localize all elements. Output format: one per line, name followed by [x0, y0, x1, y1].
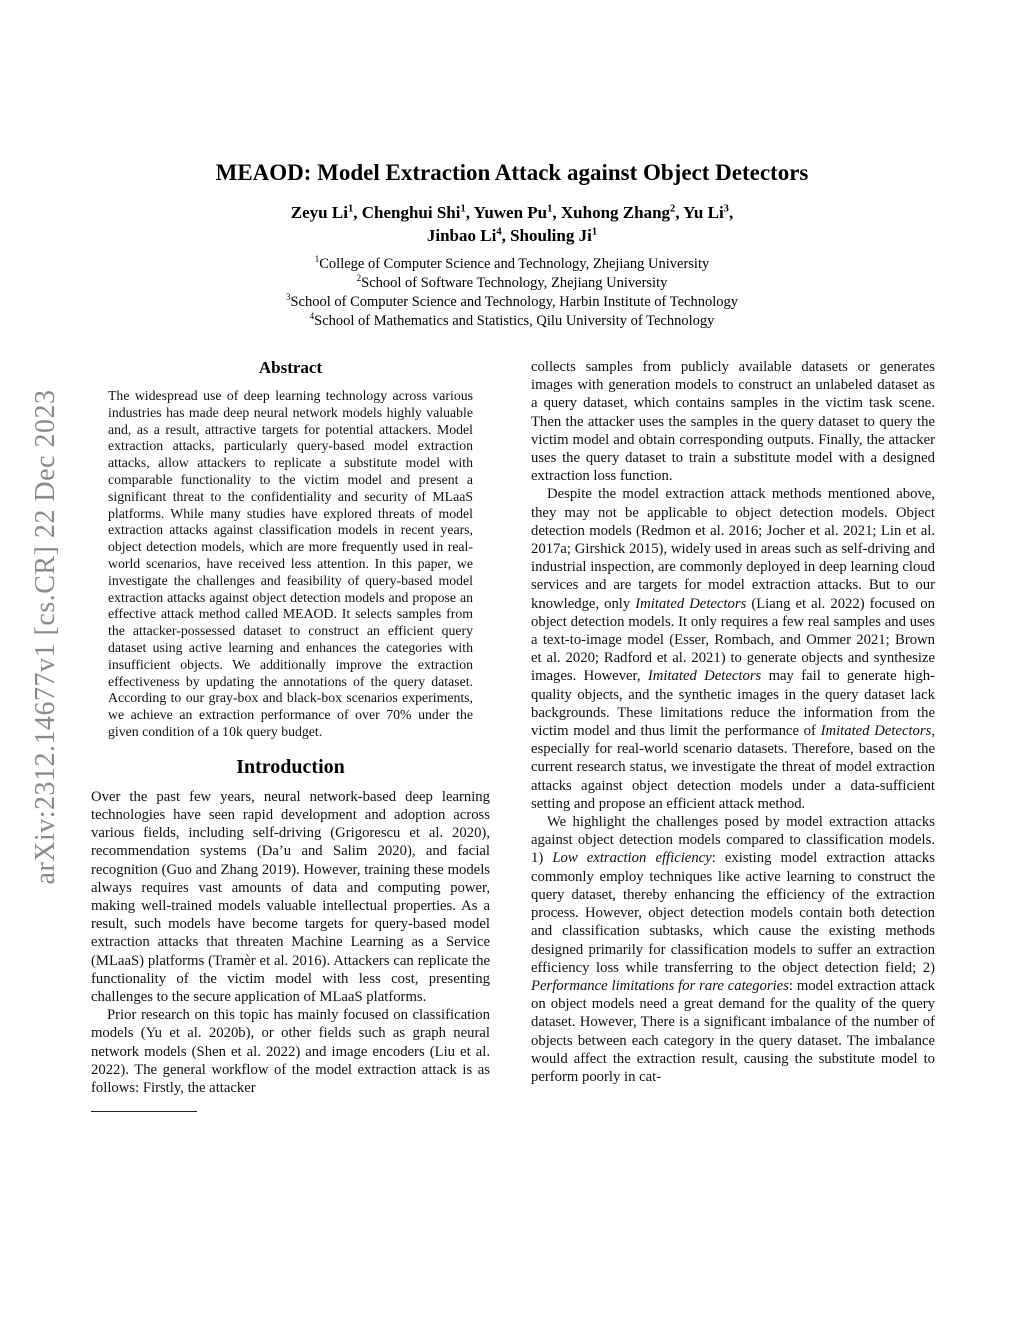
text-run: (Liang et al. 2022) focused on object detection models. It only requires a few real samples and uses a text-to-image model (Esser, Rombach, and Ommer 2021; Brown et al. 2020; Radford et al. 2021) to generate objects and synthesize images. However, [531, 595, 935, 685]
author-affiliation-mark: 1 [591, 226, 598, 238]
arxiv-watermark: arXiv:2312.14677v1 [cs.CR] 22 Dec 2023 [30, 389, 61, 885]
text-run: may fail to generate high-quality objects, and the synthetic images in the query dataset lack backgrounds. These limitations reduce the information from the victim model and thus limit the performance of [531, 668, 935, 740]
affiliation-mark: 3 [285, 292, 291, 303]
author-name: Zeyu Li [290, 203, 348, 222]
author-affiliation-mark: 2 [670, 203, 676, 215]
abstract-heading: Abstract [258, 358, 323, 377]
author-affiliation-mark: 1 [347, 203, 354, 215]
affiliation-mark: 1 [314, 254, 320, 265]
introduction-paragraph-1: Over the past few years, neural network-based deep learning technologies have seen rapid development and adoption across various fields, including self-driving (Grigorescu et al. 2020), recommendation systems (Da’u and Salim 2020), and facial recognition (Guo and Zhang 2019). However, training these models always requires vast amounts of data and computing power, making well-trained models valuable intellectual properties. As a result, such models have become targets for query-based model extraction attacks that threaten Machine Learning as a Service (MLaaS) platforms (Tramèr et al. 2016). Attackers can replicate the functionality of the victim model with less cost, presenting challenges to the secure application of MLaaS platforms. [91, 788, 490, 1005]
affiliation-line [0, 274, 1024, 293]
author-name: , Chenghui Shi [353, 203, 461, 222]
italic-term: Performance limitations for rare categories [531, 977, 789, 994]
text-run: : existing model extraction attacks commonly employ techniques like active learning to construct the query dataset, thereby enhancing the efficiency of the extraction process. However, object detection models contain both detection and classification subtasks, which cause the existing methods designed primarily for classification models to suffer an extraction efficiency loss while transferring to the object detection field; 2) [531, 850, 935, 976]
affiliation-block [0, 255, 1024, 331]
text-run: We highlight the challenges posed by model extraction attacks against object detection models compared to classification models. 1) [531, 814, 935, 867]
footnote-separator-rule [91, 1111, 197, 1112]
affiliation-line [0, 293, 1024, 312]
italic-term: Imitated Detectors [635, 595, 747, 612]
body-paragraph-despite [531, 485, 935, 813]
italic-term: Imitated Detectors [820, 723, 932, 740]
author-line-1 [0, 201, 1024, 224]
author-name: , Xuhong Zhang [552, 203, 671, 222]
body-paragraph-continuation: collects samples from publicly available datasets or generates images with generation models to construct an unlabeled dataset as a query dataset, which contains samples in the victim task scene. Then the attacker uses the samples in the query dataset to query the victim model and obtain corresponding outputs. Finally, the attacker uses the query dataset to train a substitute model with a designed extraction loss function. [531, 359, 935, 485]
introduction-heading: Introduction [236, 755, 345, 778]
author-name: , Yu Li [675, 203, 724, 222]
affiliation-text: School of Software Technology, Zhejiang University [361, 275, 668, 291]
author-block [0, 201, 1024, 247]
affiliation-text: School of Computer Science and Technology, Harbin Institute of Technology [290, 294, 738, 310]
abstract-body: The widespread use of deep learning technology across various industries has made deep neural network models highly valuable and, as a result, attractive targets for potential attackers. Model extraction attacks, particularly query-based model extraction attacks, allow attackers to replicate a substitute model with comparable functionality to the victim model and present a significant threat to the confidentiality and security of MLaaS platforms. While many studies have explored threats of model extraction attacks against classification models in recent years, object detection models, which are more frequently used in real-world scenarios, have received less attention. In this paper, we investigate the challenges and feasibility of query-based model extraction attacks against object detection models and propose an effective attack method called MEAOD. It selects samples from the attacker-possessed dataset to construct an efficient query dataset using active learning and enhances the categories with insufficient objects. We additionally improve the extraction effectiveness by updating the annotations of the query dataset. According to our gray-box and black-box scenarios experiments, we achieve an extraction performance of over 70% under the given condition of a 10k query budget. [108, 388, 473, 739]
author-line-2 [0, 224, 1024, 247]
italic-term: Low extraction efficiency [552, 850, 712, 867]
author-affiliation-mark: 4 [496, 226, 502, 238]
introduction-paragraph-2: Prior research on this topic has mainly focused on classification models (Yu et al. 2020b), or other fields such as graph neural network models (Shen et al. 2022) and image encoders (Liu et al. 2022). The general workflow of the model extraction attack is as follows: Firstly, the attacker [91, 1007, 490, 1096]
italic-term: Imitated Detectors [647, 668, 762, 685]
affiliation-line [0, 255, 1024, 274]
body-paragraph-challenges [531, 813, 935, 1086]
affiliation-text: School of Mathematics and Statistics, Qilu University of Technology [314, 313, 715, 329]
author-affiliation-mark: 1 [460, 203, 466, 215]
author-affiliation-mark: 3 [723, 203, 729, 215]
affiliation-line [0, 312, 1024, 331]
right-column [531, 358, 935, 1086]
affiliation-mark: 2 [356, 273, 362, 284]
text-run: , especially for real-world scenario datasets. Therefore, based on the current research status, we investigate the threat of model extraction attacks against object detection models under a data-sufficient setting and propose an efficient attack method. [531, 723, 935, 812]
author-name: , [728, 203, 734, 222]
text-run: Despite the model extraction attack methods mentioned above, they may not be applicable to object detection models. Object detection models (Redmon et al. 2016; Jocher et al. 2021; Lin et al. 2017a; Girshick 2015), widely used in areas such as self-driving and industrial inspection, are commonly deployed in deep learning cloud services and are targets for model extraction attacks. But to our knowledge, only [531, 486, 935, 612]
affiliation-text: College of Computer Science and Technology, Zhejiang University [319, 256, 710, 272]
author-name: , Yuwen Pu [465, 203, 548, 222]
affiliation-mark: 4 [309, 311, 315, 322]
author-name: Jinbao Li [426, 226, 497, 245]
text-run: : model extraction attack on object models need a great demand for the quality of the query dataset. However, There is a significant imbalance of the number of objects between each category in the query dataset. The imbalance would affect the extraction result, causing the substitute model to perform poorly in cat- [531, 977, 935, 1085]
paper-title: MEAOD: Model Extraction Attack against Object Detectors [215, 160, 809, 185]
left-column [91, 358, 490, 1112]
author-name: , Shouling Ji [501, 226, 592, 245]
author-affiliation-mark: 1 [547, 203, 553, 215]
